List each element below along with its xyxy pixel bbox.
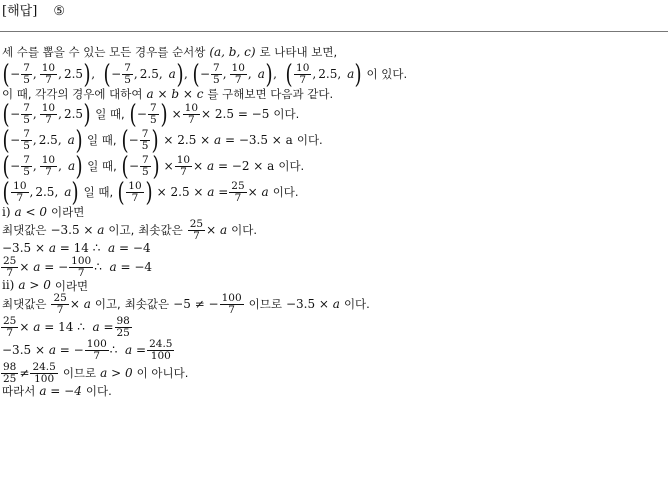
case-line-4: ( 10 7 , 2.5 , a ) 일 때, ( 10 7 ) × 2.5 × a = $\frac{25}{7}$ × a 이다.: [2, 177, 299, 208]
case-line-3: ( − $\frac{7}{5}$ , 10 7 , a ) 일 때, ( − $\frac{7}{5}$ ) × $\frac{10}{7}$ × a = −2 × a 이다.: [2, 151, 305, 182]
intro-line: 세 수를 뽑을 수 있는 모든 경우를 순서쌍 (a, b, c) 로 나타내 보면,: [2, 45, 338, 60]
case-i-eq1: −3.5 × a = 14 ∴ a = −4: [2, 241, 151, 256]
case-line-2: ( − $\frac{7}{5}$ , 2.5 , a ) 일 때, ( − $\frac{7}{5}$ ) × 2.5 × a = −3.5 × a 이다.: [2, 125, 323, 156]
answer-choice: ⑤: [53, 4, 66, 19]
case-ii-eq2: −3.5 × a = − $\frac{100}{7}$ ∴ a = $\frac{24.5}{100}$: [2, 338, 173, 363]
each-case-line: 이 때, 각각의 경우에 대하여 a × b × c 를 구해보면 다음과 같다.: [2, 86, 334, 102]
case-i-heading: ⅰ) a < 0 이라면: [2, 204, 85, 219]
divider: [0, 31, 668, 32]
triples-line: ( − $\frac{7}{5}$ , 10 7 , 2.5 ) , ( − $\frac{7}{5}$ , 2.5 , a ) , ( − $\frac{7}{5}$ , 10 7 , a ) , ( 10 7 , 2.5 , a ) 이 있다.: [2, 59, 408, 90]
answer-header: [2, 0, 65, 19]
case-i-eq2: $\frac{25}{7}$ × a = − $\frac{100}{7}$ ∴ a = −4: [3, 255, 153, 280]
case-line-1: ( − $\frac{7}{5}$ , 10 7 , 2.5 ) 일 때, ( − $\frac{7}{5}$ ) × $\frac{10}{7}$ × 2.5 = −5 이다.: [2, 99, 300, 130]
case-ii-conclusion: 98 25 ≠ 24.5 100 이므로 a > 0 이 아니다.: [3, 361, 189, 386]
case-ii-maxmin: 최댓값은 $\frac{25}{7}$ × a 이고, 최솟값은 −5 ≠ − $\frac{100}{7}$ 이므로 −3.5 × a 이다.: [2, 292, 370, 317]
answer-label: [해답]: [2, 4, 38, 19]
case-i-maxmin: 최댓값은 −3.5 × a 이고, 최솟값은 $\frac{25}{7}$ × a 이다.: [2, 218, 258, 243]
final-answer-line: 따라서 a = −4 이다.: [2, 384, 112, 399]
case-ii-eq1: $\frac{25}{7}$ × a = 14 ∴ a = $\frac{98}{25}$: [3, 315, 130, 340]
case-ii-heading: ⅱ) a > 0 이라면: [2, 278, 89, 293]
solution-body: [2, 46, 668, 399]
